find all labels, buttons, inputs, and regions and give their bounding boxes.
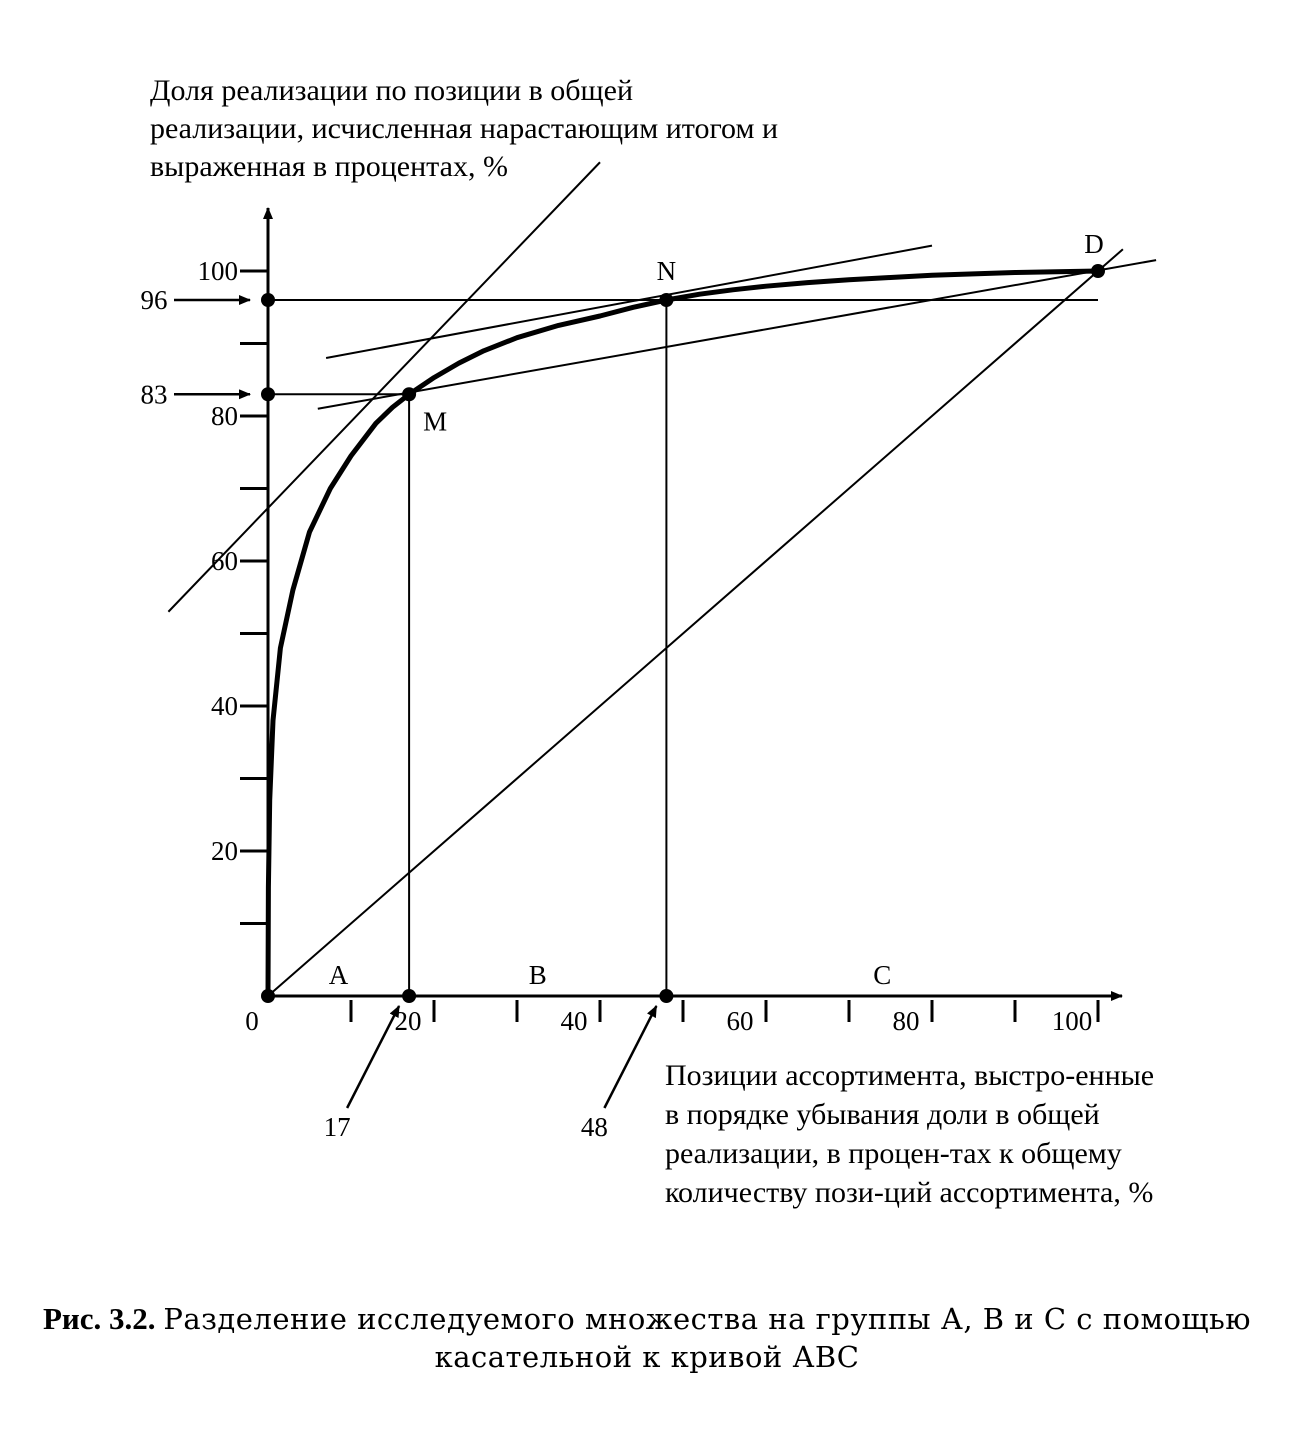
axis-point-83 [261,387,275,401]
x-tick-label: 0 [245,1006,259,1036]
axis-point-m [402,989,416,1003]
x-tick-label: 80 [892,1006,920,1036]
point-label-n: N [656,256,677,286]
y-tick-label: 20 [211,836,238,866]
y-tick-label: 80 [211,401,238,431]
y-axis-title: Доля реализации по позиции в общей реализации, исчисленная нарастающим итогом и выраженная в процентах, % [150,74,778,183]
marked-x-label: 48 [580,1112,608,1142]
x-axis-title: Позиции ассортимента, выстро-енные в порядке убывания доли в общей реализации, в процен-тах к общему количеству пози-ций ассортимента, % [665,1059,1155,1209]
axis-point-n [659,989,673,1003]
y-tick-label: 40 [211,691,238,721]
caption-text: Разделение исследуемого множества на группы А, В и С с помощью касательной к кривой АВС [163,1302,1251,1374]
y-tick-label: 60 [211,546,238,576]
group-label-b: B [528,960,547,990]
x-tick-label: 60 [726,1006,754,1036]
figure-caption [0,1300,1294,1376]
marked-x-label: 17 [323,1112,351,1142]
y-tick-label: 100 [197,256,238,286]
point-label-m: M [423,406,448,437]
axis-point-96 [261,293,275,307]
x-tick-label: 20 [394,1006,422,1036]
group-label-a: A [328,960,349,990]
origin-point [261,989,275,1003]
x-tick-label: 40 [560,1006,588,1036]
marked-x-arrow [347,1006,399,1108]
marked-y-label: 83 [140,379,168,410]
tangent-line [268,249,1123,996]
marked-x-arrow [604,1006,656,1108]
point-d [1091,264,1105,278]
tangent-line [168,162,600,612]
point-n [659,293,673,307]
group-label-c: C [873,960,892,990]
x-tick-label: 100 [1051,1006,1093,1036]
point-m [402,387,416,401]
point-label-d: D [1084,229,1104,259]
tangent-line [326,246,932,358]
caption-label: Рис. 3.2. [43,1301,156,1336]
marked-y-label: 96 [140,285,168,315]
